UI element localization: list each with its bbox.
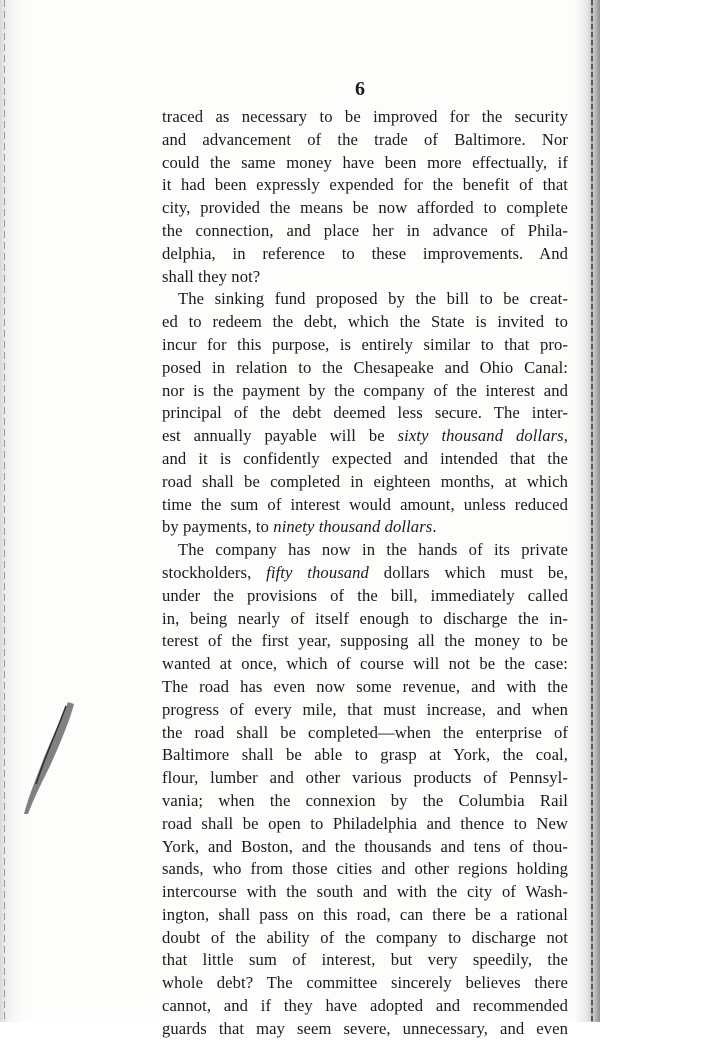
quill-mark-image xyxy=(18,698,78,818)
text-line: it had been expressly expended for the benefit of that xyxy=(162,175,568,195)
text-line: wanted at once, which of course will not be the case: xyxy=(162,654,568,674)
text-line: York, and Boston, and the thousands and tens of thou- xyxy=(162,836,568,856)
text-line: ed to redeem the debt, which the State is invited to xyxy=(162,312,568,332)
text-line: The road has even now some revenue, and with the xyxy=(162,676,568,696)
right-page-edge xyxy=(574,0,600,1022)
text-line: posed in relation to the Chesapeake and Ohio Canal: xyxy=(162,357,568,377)
text-line: could the same money have been more effectually, if xyxy=(162,152,568,172)
text-line: road shall be open to Philadelphia and thence to New xyxy=(162,813,568,833)
text-line: Baltimore shall be able to grasp at York, the coal, xyxy=(162,745,568,765)
text-line: est annually payable will be sixty thousand dollars, xyxy=(162,426,568,446)
text-line: The sinking fund proposed by the bill to be creat- xyxy=(178,289,568,309)
text-line: road shall be completed in eighteen months, at which xyxy=(162,471,568,491)
text-line: cannot, and if they have adopted and recommended xyxy=(162,996,568,1016)
text-line: flour, lumber and other various products of Pennsyl- xyxy=(162,768,568,788)
text-line: by payments, to ninety thousand dollars. xyxy=(162,517,437,537)
text-line: intercourse with the south and with the city of Wash- xyxy=(162,882,568,902)
text-line: the connection, and place her in advance of Phila- xyxy=(162,220,568,240)
text-line: in, being nearly of itself enough to discharge the in- xyxy=(162,608,568,628)
text-line: time the sum of interest would amount, unless reduced xyxy=(162,494,568,514)
text-line: that little sum of interest, but very speedily, the xyxy=(162,950,568,970)
text-line: whole debt? The committee sincerely believes there xyxy=(162,973,568,993)
text-line: shall they not? xyxy=(162,266,261,286)
text-line: the road shall be completed—when the enterprise of xyxy=(162,722,568,742)
text-line: under the provisions of the bill, immediately called xyxy=(162,585,568,605)
body-text xyxy=(162,106,568,1041)
text-line: and it is confidently expected and intended that the xyxy=(162,448,568,468)
text-line: nor is the payment by the company of the interest and xyxy=(162,380,568,400)
text-line: traced as necessary to be improved for the security xyxy=(162,107,568,126)
text-line: guards that may seem severe, unnecessary, and even xyxy=(162,1018,568,1038)
text-line: ington, shall pass on this road, can there be a rational xyxy=(162,904,568,924)
text-line: principal of the debt deemed less secure. The inter- xyxy=(162,403,568,423)
text-line: delphia, in reference to these improvements. And xyxy=(162,243,568,263)
text-line: sands, who from those cities and other regions holding xyxy=(162,859,568,879)
left-binding-edge xyxy=(0,0,28,1022)
page-number: 6 xyxy=(355,78,365,100)
text-line: The company has now in the hands of its private xyxy=(178,540,568,560)
text-line: terest of the first year, supposing all the money to be xyxy=(162,631,568,651)
text-line: and advancement of the trade of Baltimore. Nor xyxy=(162,129,568,149)
text-line: doubt of the ability of the company to discharge not xyxy=(162,927,568,947)
text-line: vania; when the connexion by the Columbia Rail xyxy=(162,790,568,810)
text-line: progress of every mile, that must increase, and when xyxy=(162,699,568,719)
text-line: city, provided the means be now afforded to complete xyxy=(162,198,568,218)
text-line: stockholders, fifty thousand dollars which must be, xyxy=(162,562,568,582)
text-line: incur for this purpose, is entirely similar to that pro- xyxy=(162,334,568,354)
